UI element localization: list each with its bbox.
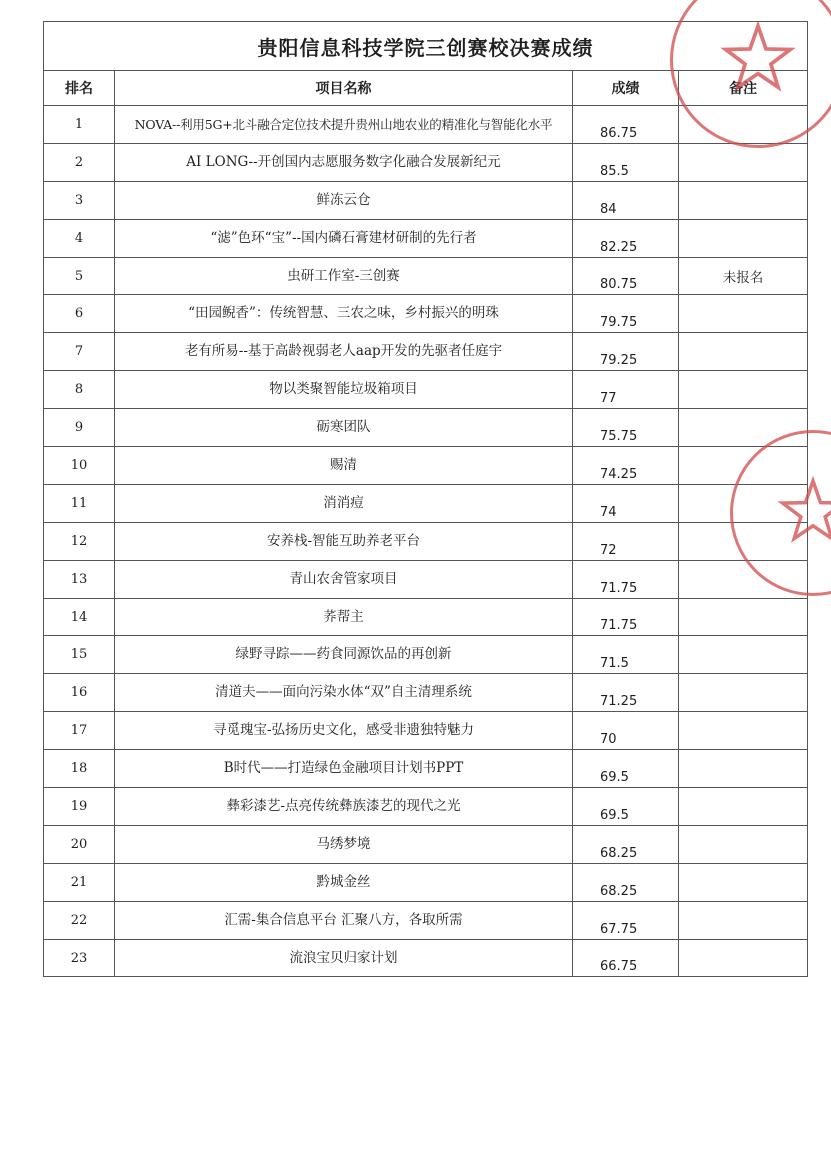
- rank-cell: 23: [44, 939, 115, 977]
- table-row: [44, 560, 808, 598]
- note-cell: [679, 333, 808, 371]
- score-cell: 70: [573, 712, 679, 750]
- score-cell: 66.75: [573, 939, 679, 977]
- project-name-cell: 消消痘: [115, 484, 573, 522]
- rank-cell: 17: [44, 712, 115, 750]
- project-name-cell: AI LONG--开创国内志愿服务数字化融合发展新纪元: [115, 143, 573, 181]
- results-table: [43, 21, 808, 977]
- score-cell: 71.25: [573, 674, 679, 712]
- score-cell: 68.25: [573, 825, 679, 863]
- project-name-cell: 汇需-集合信息平台 汇聚八方，各取所需: [115, 901, 573, 939]
- project-name-cell: 绿野寻踪——药食同源饮品的再创新: [115, 636, 573, 674]
- score-cell: 75.75: [573, 409, 679, 447]
- score-cell: 72: [573, 522, 679, 560]
- note-cell: [679, 712, 808, 750]
- score-cell: 68.25: [573, 863, 679, 901]
- project-name-cell: 寻觅瑰宝-弘扬历史文化，感受非遗独特魅力: [115, 712, 573, 750]
- table-row: [44, 825, 808, 863]
- score-cell: 71.75: [573, 598, 679, 636]
- table-row: [44, 522, 808, 560]
- rank-cell: 22: [44, 901, 115, 939]
- table-row: [44, 901, 808, 939]
- document-title: 贵阳信息科技学院三创赛校决赛成绩: [44, 22, 808, 71]
- note-cell: [679, 447, 808, 485]
- rank-cell: 3: [44, 181, 115, 219]
- note-cell: [679, 560, 808, 598]
- project-name-cell: 青山农舍管家项目: [115, 560, 573, 598]
- rank-cell: 15: [44, 636, 115, 674]
- note-cell: [679, 825, 808, 863]
- project-name-cell: 流浪宝贝归家计划: [115, 939, 573, 977]
- note-cell: [679, 788, 808, 826]
- table-row: [44, 484, 808, 522]
- table-row: [44, 750, 808, 788]
- table-row: [44, 219, 808, 257]
- score-cell: 67.75: [573, 901, 679, 939]
- note-cell: [679, 901, 808, 939]
- note-cell: [679, 598, 808, 636]
- project-name-cell: 安养栈-智能互助养老平台: [115, 522, 573, 560]
- note-cell: 未报名: [679, 257, 808, 295]
- table-row: [44, 712, 808, 750]
- table-row: [44, 447, 808, 485]
- project-header: 项目名称: [115, 71, 573, 106]
- rank-cell: 9: [44, 409, 115, 447]
- table-row: [44, 371, 808, 409]
- score-cell: 74.25: [573, 447, 679, 485]
- score-cell: 69.5: [573, 788, 679, 826]
- note-cell: [679, 295, 808, 333]
- rank-header: 排名: [44, 71, 115, 106]
- project-name-cell: 赐清: [115, 447, 573, 485]
- score-header: 成绩: [573, 71, 679, 106]
- table-row: [44, 295, 808, 333]
- project-name-cell: 砺寒团队: [115, 409, 573, 447]
- note-header: 备注: [679, 71, 808, 106]
- note-cell: [679, 636, 808, 674]
- note-cell: [679, 863, 808, 901]
- rank-cell: 8: [44, 371, 115, 409]
- rank-cell: 20: [44, 825, 115, 863]
- rank-cell: 2: [44, 143, 115, 181]
- table-row: [44, 598, 808, 636]
- rank-cell: 13: [44, 560, 115, 598]
- score-cell: 85.5: [573, 143, 679, 181]
- score-cell: 69.5: [573, 750, 679, 788]
- note-cell: [679, 484, 808, 522]
- project-name-cell: 清道夫——面向污染水体“双”自主清理系统: [115, 674, 573, 712]
- score-cell: 71.5: [573, 636, 679, 674]
- project-name-cell: “田园鲵香”：传统智慧、三农之味，乡村振兴的明珠: [115, 295, 573, 333]
- table-row: [44, 674, 808, 712]
- score-cell: 86.75: [573, 106, 679, 144]
- project-name-cell: NOVA--利用5G+北斗融合定位技术提升贵州山地农业的精准化与智能化水平: [115, 106, 573, 144]
- score-cell: 79.75: [573, 295, 679, 333]
- note-cell: [679, 522, 808, 560]
- score-cell: 82.25: [573, 219, 679, 257]
- table-row: [44, 636, 808, 674]
- rank-cell: 11: [44, 484, 115, 522]
- note-cell: [679, 143, 808, 181]
- project-name-cell: 物以类聚智能垃圾箱项目: [115, 371, 573, 409]
- rank-cell: 14: [44, 598, 115, 636]
- project-name-cell: 荞帮主: [115, 598, 573, 636]
- note-cell: [679, 939, 808, 977]
- score-cell: 77: [573, 371, 679, 409]
- score-cell: 84: [573, 181, 679, 219]
- table-row: [44, 143, 808, 181]
- table-row: [44, 106, 808, 144]
- score-cell: 80.75: [573, 257, 679, 295]
- note-cell: [679, 219, 808, 257]
- table-row: [44, 788, 808, 826]
- rank-cell: 19: [44, 788, 115, 826]
- rank-cell: 7: [44, 333, 115, 371]
- rank-cell: 21: [44, 863, 115, 901]
- rank-cell: 12: [44, 522, 115, 560]
- score-cell: 74: [573, 484, 679, 522]
- table-row: [44, 181, 808, 219]
- project-name-cell: “滤”色环“宝”--国内磷石膏建材研制的先行者: [115, 219, 573, 257]
- score-cell: 79.25: [573, 333, 679, 371]
- note-cell: [679, 674, 808, 712]
- rank-cell: 18: [44, 750, 115, 788]
- note-cell: [679, 750, 808, 788]
- rank-cell: 5: [44, 257, 115, 295]
- project-name-cell: 马绣梦境: [115, 825, 573, 863]
- rank-cell: 4: [44, 219, 115, 257]
- rank-cell: 10: [44, 447, 115, 485]
- note-cell: [679, 409, 808, 447]
- project-name-cell: 黔城金丝: [115, 863, 573, 901]
- project-name-cell: 老有所易--基于高龄视弱老人aap开发的先驱者任庭宇: [115, 333, 573, 371]
- table-row: [44, 333, 808, 371]
- project-name-cell: B时代——打造绿色金融项目计划书PPT: [115, 750, 573, 788]
- rank-cell: 6: [44, 295, 115, 333]
- project-name-cell: 虫研工作室-三创赛: [115, 257, 573, 295]
- score-cell: 71.75: [573, 560, 679, 598]
- table-row: [44, 863, 808, 901]
- project-name-cell: 彝彩漆艺-点亮传统彝族漆艺的现代之光: [115, 788, 573, 826]
- rank-cell: 16: [44, 674, 115, 712]
- note-cell: [679, 106, 808, 144]
- table-row: [44, 939, 808, 977]
- note-cell: [679, 181, 808, 219]
- project-name-cell: 鲜冻云仓: [115, 181, 573, 219]
- table-row: [44, 257, 808, 295]
- table-row: [44, 409, 808, 447]
- note-cell: [679, 371, 808, 409]
- rank-cell: 1: [44, 106, 115, 144]
